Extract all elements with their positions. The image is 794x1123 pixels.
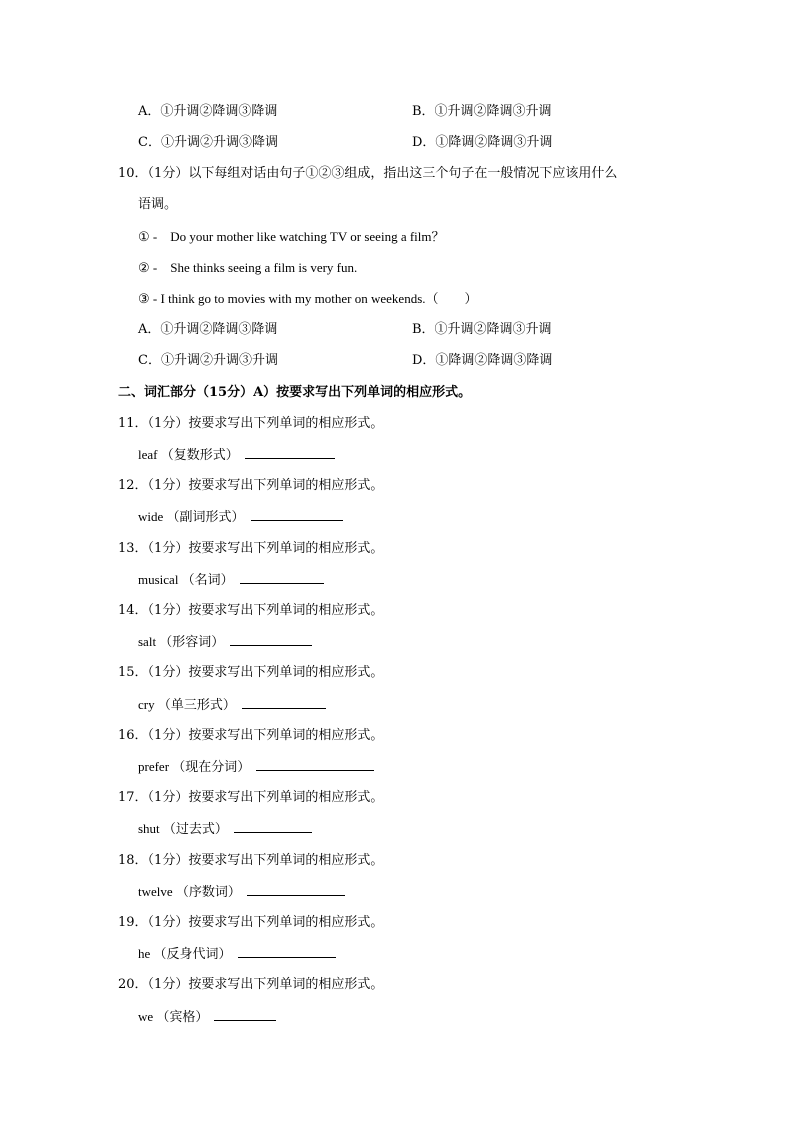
q16-prompt-row (138, 758, 374, 776)
q18-prompt: twelve （序数词） (138, 884, 241, 899)
q9-option-c: C．①升调②升调③降调 (138, 135, 278, 150)
q16-prompt: prefer （现在分词） (138, 759, 251, 774)
q12-stem: 12．（1分）按要求写出下列单词的相应形式。 (118, 478, 384, 493)
q10-sentence-1: ① - Do your mother like watching TV or seeing a film？ (138, 229, 445, 244)
q14-prompt-row (138, 633, 312, 651)
q13-answer-blank[interactable] (240, 571, 324, 584)
q19-prompt-row (138, 945, 336, 963)
q17-stem: 17．（1分）按要求写出下列单词的相应形式。 (118, 790, 384, 805)
q20-stem: 20．（1分）按要求写出下列单词的相应形式。 (118, 977, 384, 992)
q13-prompt: musical （名词） (138, 572, 234, 587)
q12-prompt-row (138, 508, 343, 526)
section2-title: 二、词汇部分（15分）A）按要求写出下列单词的相应形式。 (118, 385, 472, 400)
q11-prompt: leaf （复数形式） (138, 447, 239, 462)
q20-answer-blank[interactable] (214, 1008, 276, 1021)
q15-prompt: cry （单三形式） (138, 697, 236, 712)
q9-option-b: B．①升调②降调③升调 (412, 104, 552, 119)
q12-answer-blank[interactable] (251, 508, 343, 521)
q18-prompt-row (138, 883, 345, 901)
q10-sentence-2: ② - She thinks seeing a film is very fun. (138, 260, 358, 275)
q14-stem: 14．（1分）按要求写出下列单词的相应形式。 (118, 603, 384, 618)
q18-stem: 18．（1分）按要求写出下列单词的相应形式。 (118, 853, 384, 868)
q11-prompt-row (138, 446, 335, 464)
q10-sentence-3: ③ - I think go to movies with my mother on weekends.（ ） (138, 291, 478, 306)
q15-prompt-row (138, 696, 326, 714)
q11-stem: 11．（1分）按要求写出下列单词的相应形式。 (118, 416, 384, 431)
q10-option-c: C．①升调②升调③升调 (138, 353, 278, 368)
q10-option-d: D．①降调②降调③降调 (412, 353, 553, 368)
q18-answer-blank[interactable] (247, 883, 345, 896)
q11-answer-blank[interactable] (245, 446, 335, 459)
q17-prompt-row (138, 820, 312, 838)
q14-prompt: salt （形容词） (138, 634, 225, 649)
q15-stem: 15．（1分）按要求写出下列单词的相应形式。 (118, 665, 384, 680)
q14-answer-blank[interactable] (230, 633, 312, 646)
q19-stem: 19．（1分）按要求写出下列单词的相应形式。 (118, 915, 384, 930)
q20-prompt-row (138, 1008, 276, 1026)
q15-answer-blank[interactable] (242, 696, 326, 709)
q17-prompt: shut （过去式） (138, 821, 228, 836)
q12-prompt: wide （副词形式） (138, 509, 245, 524)
q20-prompt: we （宾格） (138, 1009, 209, 1024)
q17-answer-blank[interactable] (234, 820, 312, 833)
q19-answer-blank[interactable] (238, 945, 336, 958)
q9-option-a: A．①升调②降调③降调 (138, 104, 278, 119)
q10-stem-line1: 10．（1分）以下每组对话由句子①②③组成，指出这三个句子在一般情况下应该用什么 (118, 166, 618, 181)
q16-answer-blank[interactable] (256, 758, 374, 771)
q9-option-d: D．①降调②降调③升调 (412, 135, 553, 150)
q19-prompt: he （反身代词） (138, 946, 232, 961)
q16-stem: 16．（1分）按要求写出下列单词的相应形式。 (118, 728, 384, 743)
q13-stem: 13．（1分）按要求写出下列单词的相应形式。 (118, 541, 384, 556)
q10-option-b: B．①升调②降调③升调 (412, 322, 552, 337)
q10-stem-line2: 语调。 (138, 197, 178, 212)
q10-option-a: A．①升调②降调③降调 (138, 322, 278, 337)
q13-prompt-row (138, 571, 324, 589)
